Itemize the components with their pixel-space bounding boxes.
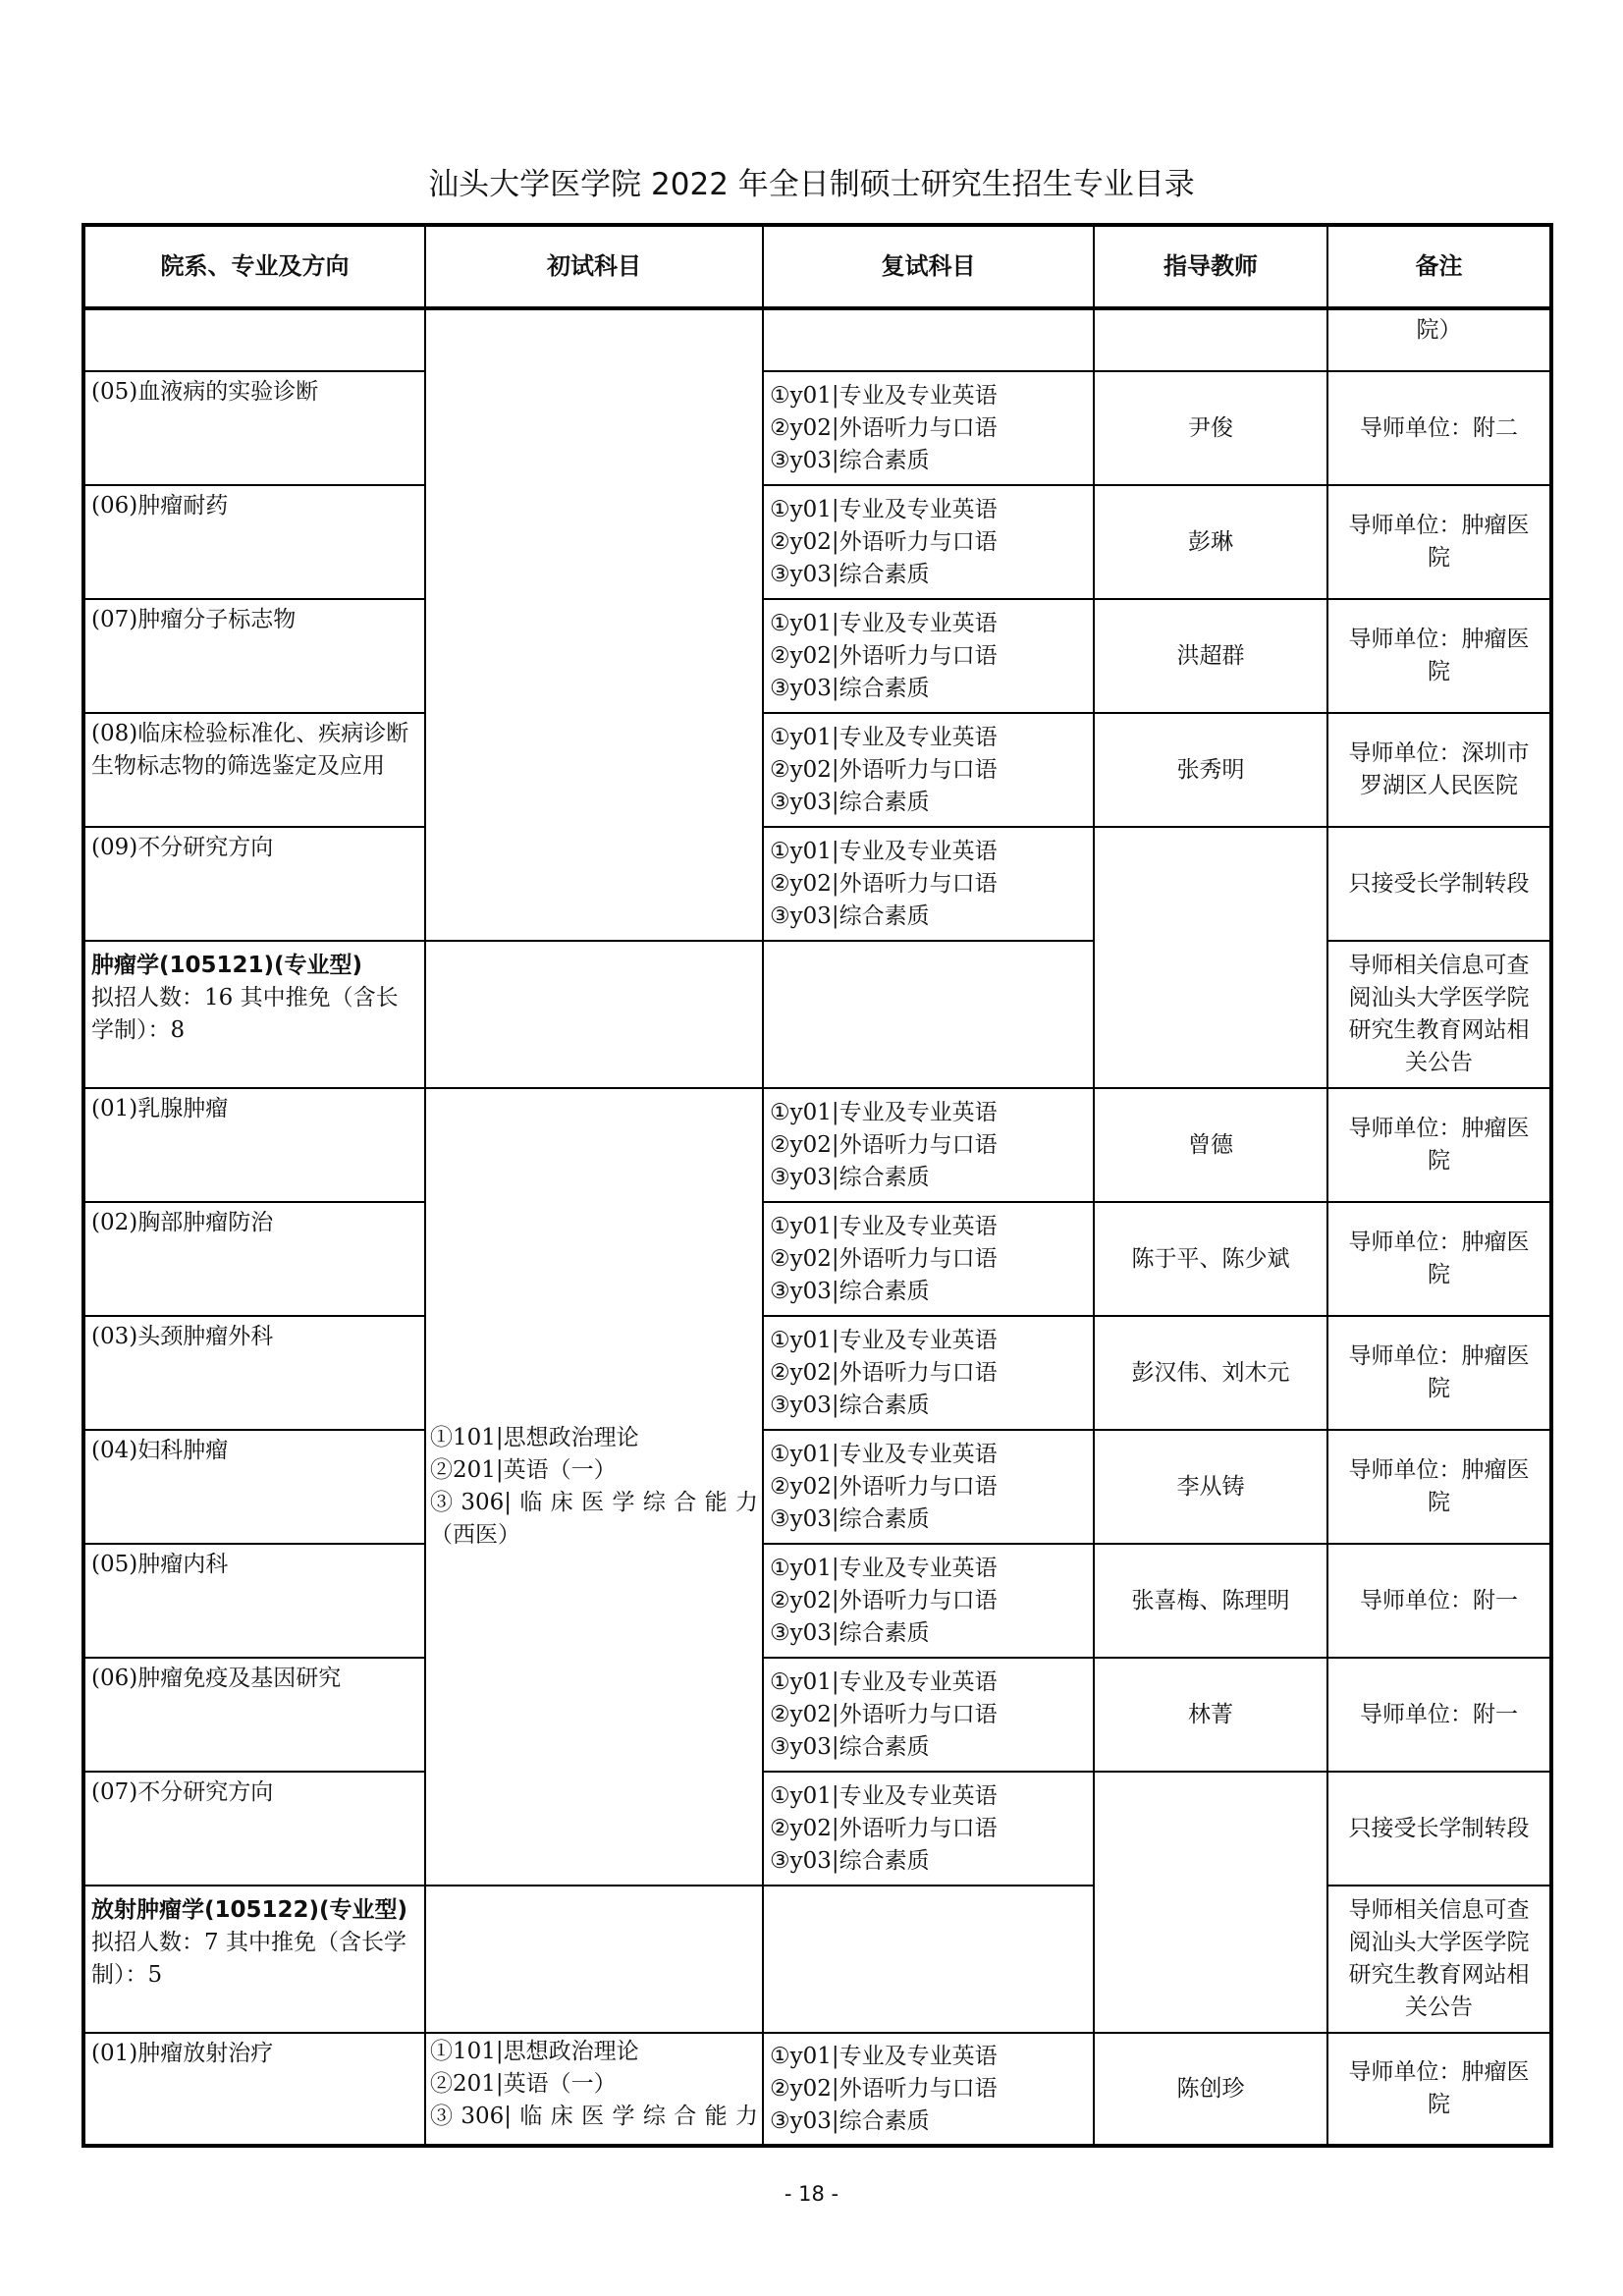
- note-cell: 导师单位：肿瘤医院: [1327, 1316, 1551, 1430]
- direction-cell: (04)妇科肿瘤: [83, 1430, 425, 1544]
- table-row: [83, 827, 1551, 941]
- direction-cell: (05)血液病的实验诊断: [83, 371, 425, 485]
- retest-exam-cell: ①y01|专业及专业英语 ②y02|外语听力与口语 ③y03|综合素质: [763, 599, 1094, 713]
- tutor-cell: 尹俊: [1094, 371, 1327, 485]
- direction-cell: (08)临床检验标准化、疾病诊断生物标志物的筛选鉴定及应用: [83, 713, 425, 827]
- direction-cell: [83, 308, 425, 371]
- retest-exam-cell: [763, 1886, 1094, 2033]
- note-cell: 导师单位：肿瘤医院: [1327, 2033, 1551, 2146]
- note-cell: 导师单位：附一: [1327, 1658, 1551, 1772]
- note-cell: 院）: [1327, 308, 1551, 371]
- header-initial-exam: 初试科目: [425, 225, 763, 308]
- retest-exam-cell: [763, 308, 1094, 371]
- table-row: [83, 308, 1551, 371]
- initial-exam-cell: [425, 941, 763, 1088]
- direction-cell: (06)肿瘤免疫及基因研究: [83, 1658, 425, 1772]
- table-row: [83, 1772, 1551, 1886]
- tutor-cell: 陈于平、陈少斌: [1094, 1202, 1327, 1316]
- table-row: [83, 1202, 1551, 1316]
- header-direction: 院系、专业及方向: [83, 225, 425, 308]
- retest-exam-cell: ①y01|专业及专业英语 ②y02|外语听力与口语 ③y03|综合素质: [763, 1088, 1094, 1202]
- page-title: 汕头大学医学院 2022 年全日制硕士研究生招生专业目录: [428, 167, 1195, 202]
- note-cell: 只接受长学制转段: [1327, 827, 1551, 941]
- header-note: 备注: [1327, 225, 1551, 308]
- initial-exam-cell: ①101|思想政治理论 ②201|英语（一） ③306|临床医学综合能力 （西医）: [425, 1088, 763, 1886]
- table-row: [83, 2033, 1551, 2146]
- note-cell: 导师相关信息可查阅汕头大学医学院研究生教育网站相关公告: [1327, 941, 1551, 1088]
- table-row: [83, 1658, 1551, 1772]
- tutor-cell: 洪超群: [1094, 599, 1327, 713]
- table-header-row: [83, 225, 1551, 308]
- tutor-cell: [1094, 1772, 1327, 2033]
- note-cell: 导师相关信息可查阅汕头大学医学院研究生教育网站相关公告: [1327, 1886, 1551, 2033]
- major-name: 肿瘤学(105121)(专业型): [91, 953, 363, 978]
- tutor-cell: 李从铸: [1094, 1430, 1327, 1544]
- table-row: [83, 1088, 1551, 1202]
- note-cell: 只接受长学制转段: [1327, 1772, 1551, 1886]
- note-cell: 导师单位：附一: [1327, 1544, 1551, 1658]
- retest-exam-cell: ①y01|专业及专业英语 ②y02|外语听力与口语 ③y03|综合素质: [763, 1772, 1094, 1886]
- tutor-cell: 张秀明: [1094, 713, 1327, 827]
- direction-cell: (07)肿瘤分子标志物: [83, 599, 425, 713]
- direction-cell: (06)肿瘤耐药: [83, 485, 425, 599]
- table-row: [83, 1886, 1551, 2033]
- table-row: [83, 1544, 1551, 1658]
- note-cell: 导师单位：肿瘤医院: [1327, 599, 1551, 713]
- tutor-cell: 林菁: [1094, 1658, 1327, 1772]
- tutor-cell: 彭汉伟、刘木元: [1094, 1316, 1327, 1430]
- retest-exam-cell: ①y01|专业及专业英语 ②y02|外语听力与口语 ③y03|综合素质: [763, 1316, 1094, 1430]
- major-quota: 拟招人数：7 其中推免（含长学制）：5: [91, 1930, 406, 1988]
- retest-exam-cell: ①y01|专业及专业英语 ②y02|外语听力与口语 ③y03|综合素质: [763, 371, 1094, 485]
- major-quota: 拟招人数：16 其中推免（含长学制）：8: [91, 985, 399, 1043]
- table-row: [83, 1316, 1551, 1430]
- direction-cell: (05)肿瘤内科: [83, 1544, 425, 1658]
- note-cell: 导师单位：肿瘤医院: [1327, 1202, 1551, 1316]
- note-cell: 导师单位：肿瘤医院: [1327, 1430, 1551, 1544]
- direction-cell: (07)不分研究方向: [83, 1772, 425, 1886]
- major-name: 放射肿瘤学(105122)(专业型): [91, 1897, 408, 1923]
- table-row: [83, 941, 1551, 1088]
- direction-cell: (01)肿瘤放射治疗: [83, 2033, 425, 2146]
- table-row: [83, 371, 1551, 485]
- direction-cell: (03)头颈肿瘤外科: [83, 1316, 425, 1430]
- table-row: [83, 599, 1551, 713]
- retest-exam-cell: ①y01|专业及专业英语 ②y02|外语听力与口语 ③y03|综合素质: [763, 1658, 1094, 1772]
- retest-exam-cell: ①y01|专业及专业英语 ②y02|外语听力与口语 ③y03|综合素质: [763, 827, 1094, 941]
- direction-cell: (09)不分研究方向: [83, 827, 425, 941]
- note-cell: 导师单位：肿瘤医院: [1327, 1088, 1551, 1202]
- tutor-cell: [1094, 827, 1327, 1088]
- retest-exam-cell: ①y01|专业及专业英语 ②y02|外语听力与口语 ③y03|综合素质: [763, 713, 1094, 827]
- major-cell: [83, 941, 425, 1088]
- retest-exam-cell: ①y01|专业及专业英语 ②y02|外语听力与口语 ③y03|综合素质: [763, 2033, 1094, 2146]
- table-row: [83, 1430, 1551, 1544]
- table-row: [83, 485, 1551, 599]
- tutor-cell: 陈创珍: [1094, 2033, 1327, 2146]
- header-tutor: 指导教师: [1094, 225, 1327, 308]
- tutor-cell: 曾德: [1094, 1088, 1327, 1202]
- tutor-cell: 彭琳: [1094, 485, 1327, 599]
- major-cell: [83, 1886, 425, 2033]
- initial-exam-cell: [425, 308, 763, 941]
- table-row: [83, 713, 1551, 827]
- tutor-cell: 张喜梅、陈理明: [1094, 1544, 1327, 1658]
- note-cell: 导师单位：肿瘤医院: [1327, 485, 1551, 599]
- direction-cell: (02)胸部肿瘤防治: [83, 1202, 425, 1316]
- note-cell: 导师单位：附二: [1327, 371, 1551, 485]
- page-number: - 18 -: [784, 2182, 839, 2206]
- retest-exam-cell: ①y01|专业及专业英语 ②y02|外语听力与口语 ③y03|综合素质: [763, 485, 1094, 599]
- retest-exam-cell: [763, 941, 1094, 1088]
- retest-exam-cell: ①y01|专业及专业英语 ②y02|外语听力与口语 ③y03|综合素质: [763, 1544, 1094, 1658]
- retest-exam-cell: ①y01|专业及专业英语 ②y02|外语听力与口语 ③y03|综合素质: [763, 1202, 1094, 1316]
- initial-exam-cell: ①101|思想政治理论 ②201|英语（一） ③306|临床医学综合能力: [425, 2033, 763, 2146]
- catalog-table: [81, 223, 1553, 2148]
- initial-exam-cell: [425, 1886, 763, 2033]
- note-cell: 导师单位：深圳市罗湖区人民医院: [1327, 713, 1551, 827]
- retest-exam-cell: ①y01|专业及专业英语 ②y02|外语听力与口语 ③y03|综合素质: [763, 1430, 1094, 1544]
- header-retest-exam: 复试科目: [763, 225, 1094, 308]
- tutor-cell: [1094, 308, 1327, 371]
- direction-cell: (01)乳腺肿瘤: [83, 1088, 425, 1202]
